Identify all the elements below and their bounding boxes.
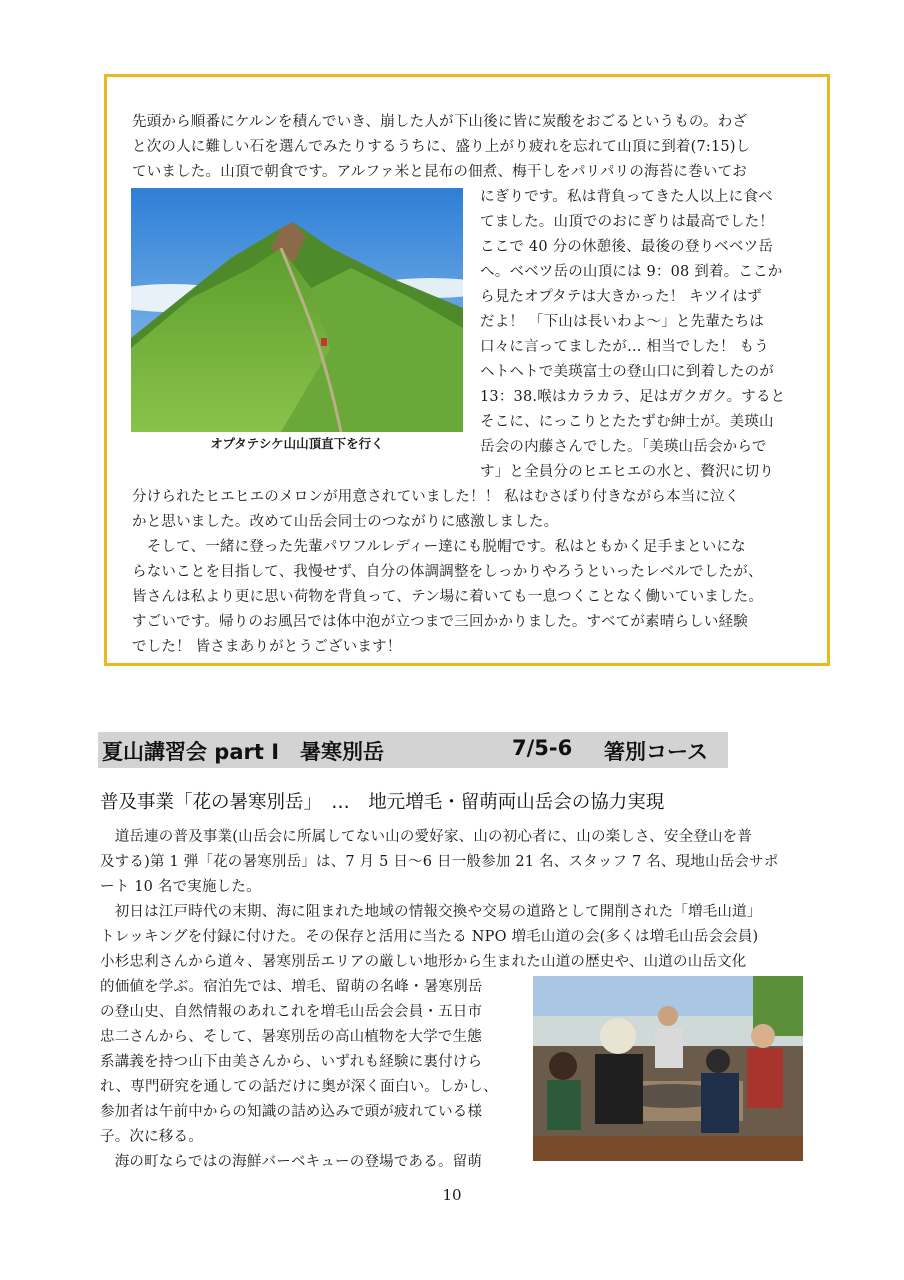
box-line: と次の人に難しい石を選んでみたりするうちに、盛り上がり疲れを忘れて山頂に到着(7:15)し [132, 139, 751, 155]
article-line: 海の町ならではの海鮮バーベキューの登場である。留萌 [100, 1154, 483, 1170]
box-line: す」と全員分のヒエヒエの水と、贅沢に切り [480, 464, 774, 480]
box-line: そこに、にっこりとたたずむ紳士が。美瑛山 [480, 414, 774, 430]
article-line: 子。次に移る。 [100, 1129, 203, 1145]
article-line: 小杉忠利さんから道々、暑寒別岳エリアの厳しい地形から生まれた山道の歴史や、山道の山岳文化 [100, 954, 747, 970]
article-date: 7/5-6 [512, 736, 573, 760]
article-course: 箸別コース [604, 740, 708, 764]
box-line: へ。ベベツ岳の山頂には 9：08 到着。ここか [480, 264, 783, 280]
box-line: 口々に言ってましたが… 相当でした！ もう [480, 339, 769, 355]
box-line: 13：38.喉はカラカラ、足はガクガク。すると [480, 389, 786, 405]
box-line: 先頭から順番にケルンを積んでいき、崩した人が下山後に皆に炭酸をおごるというもの。わざ [132, 114, 748, 130]
article-line: 及する)第 1 弾「花の暑寒別岳」は、7 月 5 日～6 日一般参加 21 名、スタッフ 7 名、現地山岳会サポ [100, 854, 779, 870]
barbecue-illustration [533, 976, 803, 1161]
article-line: 系講義を持つ山下由美さんから、いずれも経験に裏付けら [100, 1054, 483, 1070]
article-line: 参加者は午前中からの知識の詰め込みで頭が疲れている様 [100, 1104, 483, 1120]
box-line: ていました。山頂で朝食です。アルファ米と昆布の佃煮、梅干しをパリパリの海苔に巻いてお [132, 164, 747, 180]
box-line: ら見たオプタテは大きかった！ キツイはず [480, 289, 762, 305]
box-line: 分けられたヒエヒエのメロンが用意されていました！！ 私はむさぼり付きながら本当に泣く [132, 489, 740, 505]
box-line: でした！ 皆さまありがとうございます！ [132, 639, 402, 655]
box-line: てました。山頂でのおにぎりは最高でした！ [480, 214, 774, 230]
photo-caption: オプタテシケ山山頂直下を行く [210, 436, 384, 451]
box-line: 皆さんは私より更に思い荷物を背負って、テン場に着いても一息つくことなく働いていました。 [132, 589, 764, 605]
page-number: 10 [442, 1186, 462, 1204]
box-line: そして、一緒に登った先輩パワフルレディー達にも脱帽です。私はともかく足手まといにな [132, 539, 746, 555]
article-line: 道岳連の普及事業(山岳会に所属してない山の愛好家、山の初心者に、山の楽しさ、安全登山を普 [100, 829, 753, 845]
box-line: ここで 40 分の休憩後、最後の登りベベツ岳 [480, 239, 774, 255]
barbecue-photo [533, 976, 803, 1161]
box-line: 岳会の内藤さんでした。「美瑛山岳会からで [480, 439, 767, 455]
mountain-illustration [131, 188, 463, 432]
box-line: かと思いました。改めて山岳会同士のつながりに感激しました。 [132, 514, 559, 530]
box-line: すごいです。帰りのお風呂では体中泡が立つまで三回かかりました。すべてが素晴らしい経験 [132, 614, 748, 630]
box-line: ヘトヘトで美瑛富士の登山口に到着したのが [480, 364, 774, 380]
box-line: らないことを目指して、我慢せず、自分の体調調整をしっかりやろうといったレベルでしたが、 [132, 564, 763, 580]
article-line: 初日は江戸時代の末期、海に阻まれた地域の情報交換や交易の道路として開削された「増毛山道」 [100, 904, 762, 920]
box-line: にぎりです。私は背負ってきた人以上に食べ [480, 189, 773, 205]
box-line: だよ！ 「下山は長いわよ～」と先輩たちは [480, 314, 765, 330]
article-line: ート 10 名で実施した。 [100, 879, 261, 895]
article-line: 忠二さんから、そして、暑寒別岳の高山植物を大学で生態 [100, 1029, 482, 1045]
article-line: の登山史、自然情報のあれこれを増毛山岳会会員・五日市 [100, 1004, 483, 1020]
article-line: トレッキングを付録に付けた。その保存と活用に当たる NPO 増毛山道の会(多くは増毛山岳会会員) [100, 929, 759, 945]
article-subtitle: 普及事業「花の暑寒別岳」 … 地元増毛・留萌両山岳会の協力実現 [100, 792, 665, 813]
article-line: 的価値を学ぶ。宿泊先では、増毛、留萌の名峰・暑寒別岳 [100, 979, 483, 995]
mountain-photo [131, 188, 463, 432]
article-line: れ、専門研究を通しての話だけに奥が深く面白い。しかし、 [100, 1079, 498, 1095]
article-title: 夏山講習会 part I 暑寒別岳 [102, 740, 385, 764]
